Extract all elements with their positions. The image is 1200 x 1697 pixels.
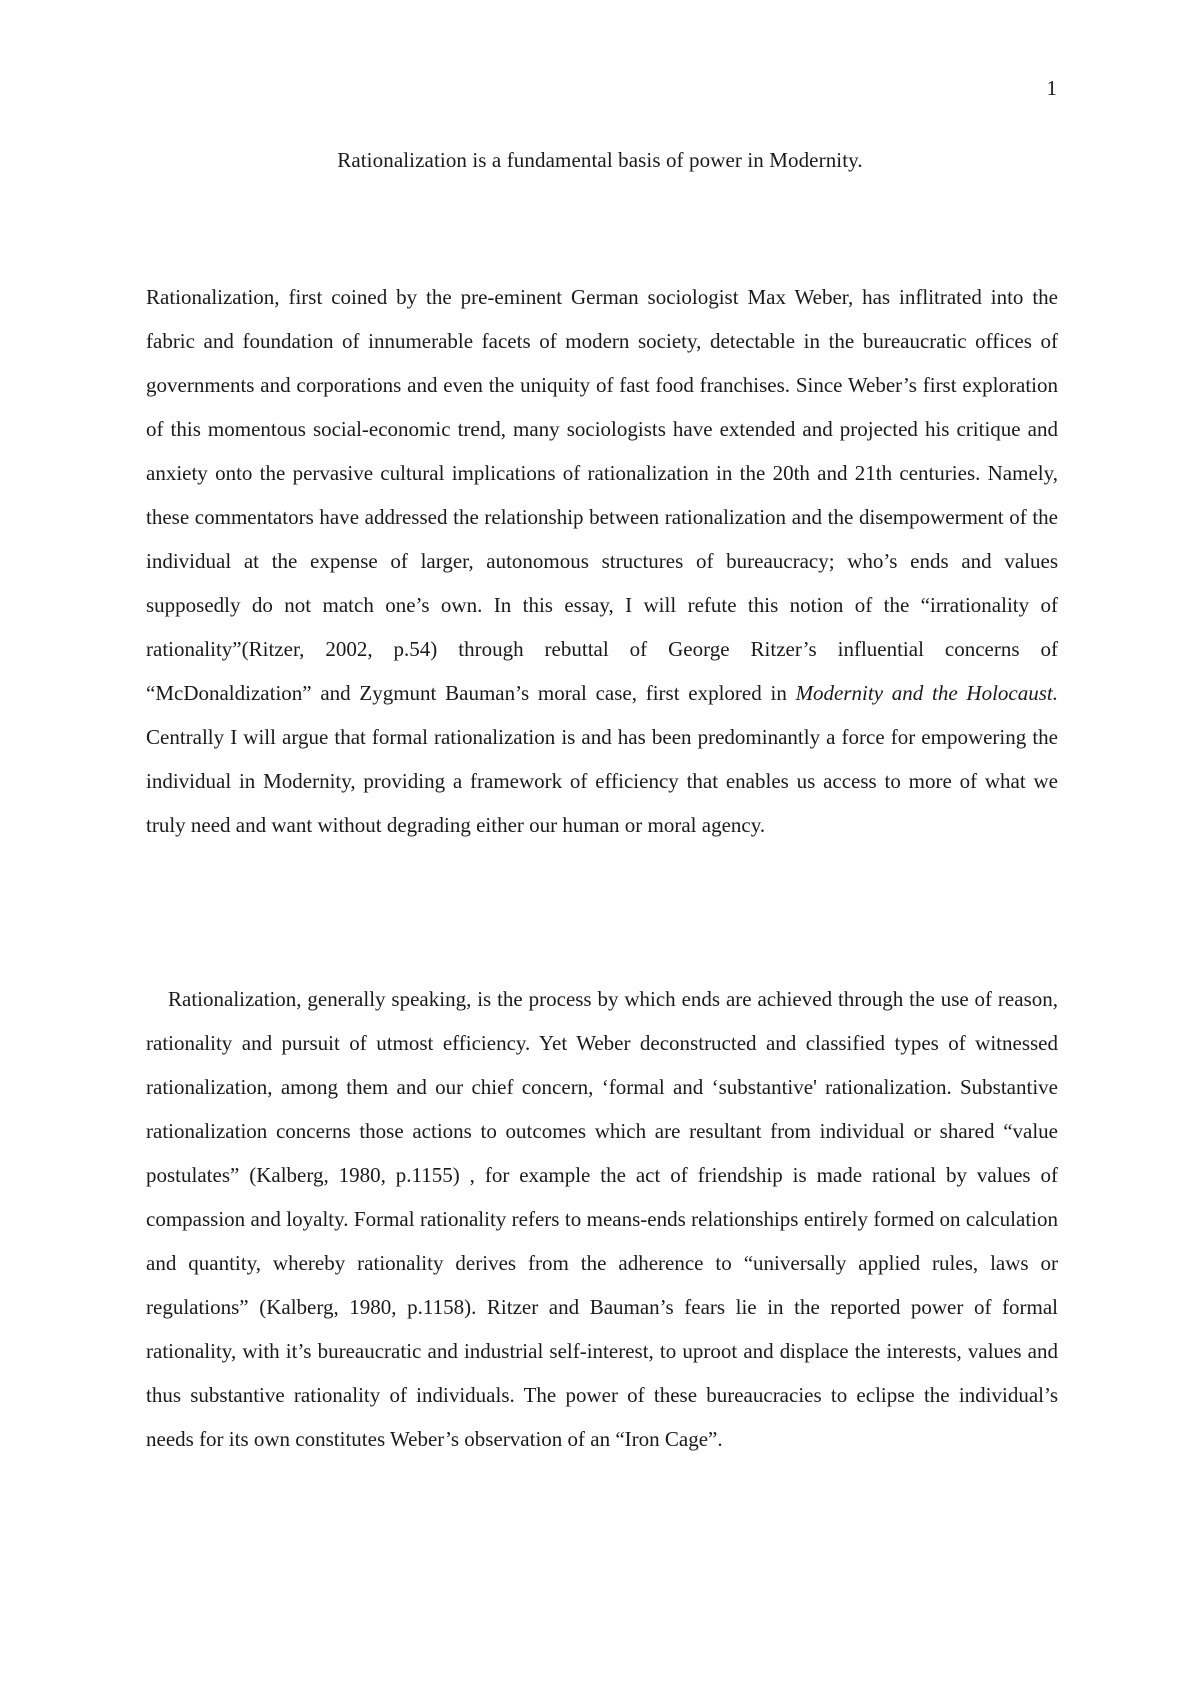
paragraph-introduction-text-end: Centrally I will argue that formal rationalization is and has been predominantly a force for empowering the individual in Modernity, providing a framework of efficiency that enables us access to more of what we truly need and want without degrading either our human or moral agency. [146,725,1058,837]
essay-title: Rationalization is a fundamental basis of power in Modernity. [337,148,863,172]
paragraph-introduction-text: Rationalization, first coined by the pre-eminent German sociologist Max Weber, has inflitrated into the fabric and foundation of innumerable facets of modern society, detectable in the bureaucratic offices of governments and corporations and even the uniquity of fast food franchises. Since Weber’s first exploration of this momentous social-economic trend, many sociologists have extended and projected his critique and anxiety onto the pervasive cultural implications of rationalization in the 20th and 21th centuries. Namely, these commentators have addressed the relationship between rationalization and the disempowerment of the individual at the expense of larger, autonomous structures of bureaucracy; who’s ends and values supposedly do not match one’s own. In this essay, I will refute this notion of the “irrationality of rationality”(Ritzer, 2002, p.54) through rebuttal of George Ritzer’s influential concerns of “McDonaldization” and Zygmunt Bauman’s moral case, first explored in [146,285,1058,705]
page-number: 1 [1046,76,1057,100]
paragraph-introduction [146,275,1058,847]
book-title-italic: Modernity and the Holocaust. [795,681,1058,705]
paragraph-definition: Rationalization, generally speaking, is the process by which ends are achieved through the use of reason, rationality and pursuit of utmost efficiency. Yet Weber deconstructed and classified types of witnessed rationalization, among them and our chief concern, ‘formal and ‘substantive' rationalization. Substantive rationalization concerns those actions to outcomes which are resultant from individual or shared “value postulates” (Kalberg, 1980, p.1155) , for example the act of friendship is made rational by values of compassion and loyalty. Formal rationality refers to means-ends relationships entirely formed on calculation and quantity, whereby rationality derives from the adherence to “universally applied rules, laws or regulations” (Kalberg, 1980, p.1158). Ritzer and Bauman’s fears lie in the reported power of formal rationality, with it’s bureaucratic and industrial self-interest, to uproot and displace the interests, values and thus substantive rationality of individuals. The power of these bureaucracies to eclipse the individual’s needs for its own constitutes Weber’s observation of an “Iron Cage”. [146,987,1058,1451]
